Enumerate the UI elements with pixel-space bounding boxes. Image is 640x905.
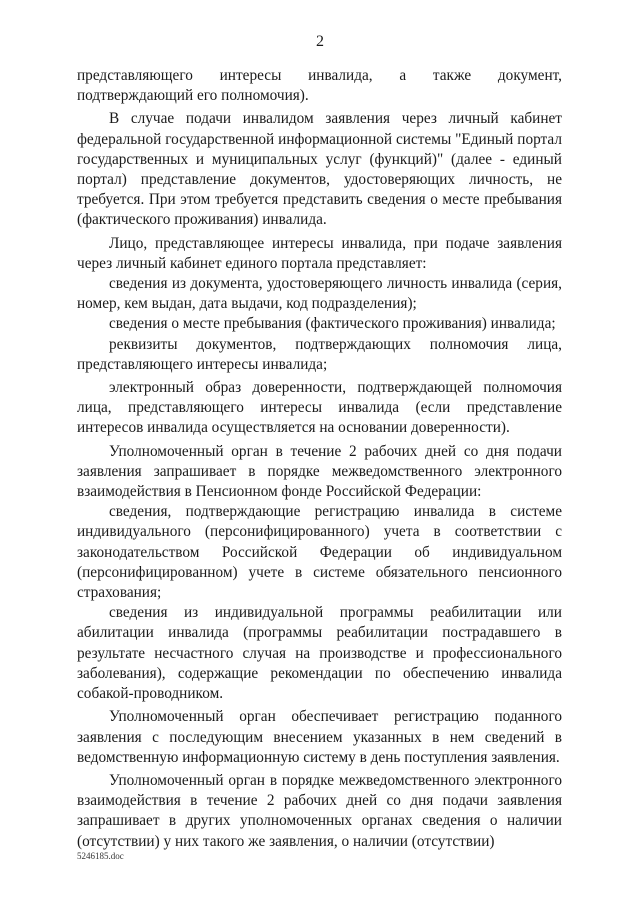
- paragraph-10: сведения из индивидуальной программы реабилитации или абилитации инвалида (программы реабилитации пострадавшего в результате несчастного случая на производстве и профессионального заболевания), содержащие рекомендации по обеспечению инвалида собакой-проводником.: [77, 604, 562, 703]
- page-number: 2: [316, 33, 324, 50]
- paragraph-1: представляющего интересы инвалида, а также документ, подтверждающий его полномочия).: [77, 67, 562, 105]
- paragraph-11: Уполномоченный орган обеспечивает регистрацию поданного заявления с последующим внесением указанных в нем сведений в ведомственную информационную систему в день поступления заявления.: [77, 708, 562, 766]
- paragraph-8: Уполномоченный орган в течение 2 рабочих дней со дня подачи заявления запрашивает в порядке межведомственного электронного взаимодействия в Пенсионном фонде Российской Федерации:: [77, 442, 562, 501]
- document-body: [77, 66, 562, 852]
- file-name-footer: 5246185.doc: [77, 851, 124, 861]
- paragraph-7: электронный образ доверенности, подтверждающей полномочия лица, представляющего интересы инвалида (если представление интересов инвалида осуществляется на основании доверенности).: [77, 379, 562, 437]
- paragraph-4: сведения из документа, удостоверяющего личность инвалида (серия, номер, кем выдан, дата выдачи, код подразделения);: [77, 275, 562, 313]
- paragraph-3: Лицо, представляющее интересы инвалида, при подаче заявления через личный кабинет единого портала представляет:: [77, 234, 562, 272]
- paragraph-6: реквизиты документов, подтверждающих полномочия лица, представляющего интересы инвалида;: [77, 335, 562, 373]
- paragraph-9: сведения, подтверждающие регистрацию инвалида в системе индивидуального (персонифицированного) учета в соответствии с законодательством Российской Федерации об индивидуальном (персонифицированном) учете в системе обязательного пенсионного страхования;: [77, 503, 562, 602]
- paragraph-5: сведения о месте пребывания (фактического проживания) инвалида;: [109, 315, 556, 333]
- paragraph-2: В случае подачи инвалидом заявления через личный кабинет федеральной государственной информационной системы "Единый портал государственных и муниципальных услуг (функций)" (далее - единый портал) представление документов, удостоверяющих личность, не требуется. При этом требуется представить сведения о месте пребывания (фактического проживания) инвалида.: [77, 110, 562, 229]
- paragraph-12: Уполномоченный орган в порядке межведомственного электронного взаимодействия в течение 2 рабочих дней со дня подачи заявления запрашивает в других уполномоченных органах сведения о наличии (отсутствии) у них такого же заявления, о наличии (отсутствии): [77, 771, 562, 850]
